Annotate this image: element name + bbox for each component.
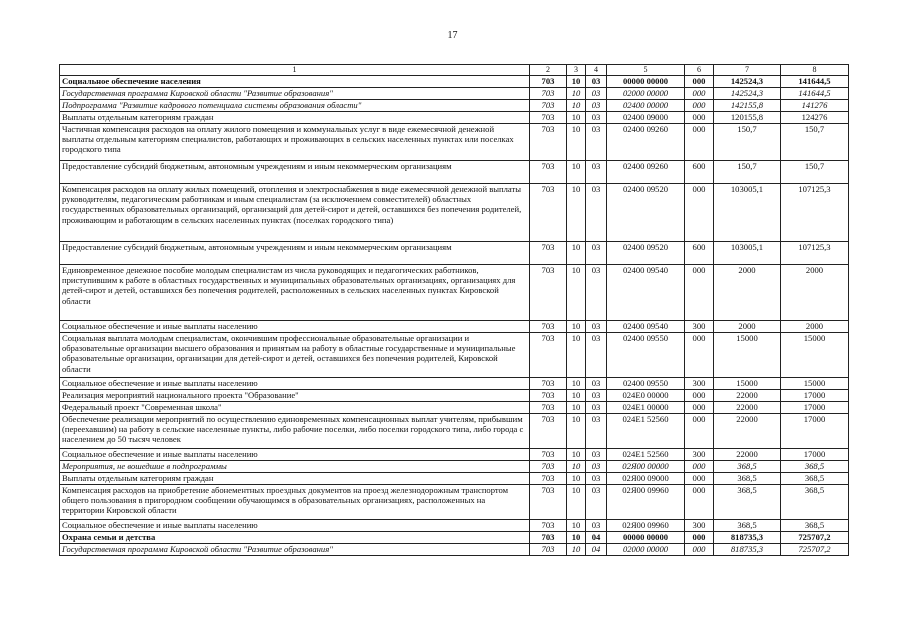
subsection-code-cell: 03 xyxy=(586,75,607,87)
ministry-code-cell: 703 xyxy=(530,377,567,389)
table-row xyxy=(60,413,849,448)
target-article-code-cell: 02400 09550 xyxy=(607,332,685,377)
section-code-cell: 10 xyxy=(567,484,586,519)
expense-type-code-cell: 000 xyxy=(685,460,714,472)
subsection-code-cell: 03 xyxy=(586,123,607,160)
target-article-code-cell: 02000 00000 xyxy=(607,87,685,99)
amount-year-1-cell: 368,5 xyxy=(714,472,781,484)
section-code-cell: 10 xyxy=(567,87,586,99)
column-header: 5 xyxy=(607,65,685,76)
table-row xyxy=(60,111,849,123)
subsection-code-cell: 03 xyxy=(586,377,607,389)
section-code-cell: 10 xyxy=(567,75,586,87)
expense-type-code-cell: 000 xyxy=(685,332,714,377)
ministry-code-cell: 703 xyxy=(530,183,567,241)
row-name-cell: Выплаты отдельным категориям граждан xyxy=(60,472,530,484)
section-code-cell: 10 xyxy=(567,519,586,531)
column-header: 4 xyxy=(586,65,607,76)
ministry-code-cell: 703 xyxy=(530,111,567,123)
column-header: 7 xyxy=(714,65,781,76)
subsection-code-cell: 03 xyxy=(586,389,607,401)
amount-year-1-cell: 142155,8 xyxy=(714,99,781,111)
row-name-cell: Социальное обеспечение и иные выплаты населению xyxy=(60,320,530,332)
section-code-cell: 10 xyxy=(567,531,586,543)
ministry-code-cell: 703 xyxy=(530,332,567,377)
ministry-code-cell: 703 xyxy=(530,531,567,543)
amount-year-2-cell: 141644,5 xyxy=(781,75,849,87)
ministry-code-cell: 703 xyxy=(530,87,567,99)
amount-year-1-cell: 15000 xyxy=(714,332,781,377)
expense-type-code-cell: 600 xyxy=(685,241,714,264)
ministry-code-cell: 703 xyxy=(530,320,567,332)
target-article-code-cell: 02Я00 00000 xyxy=(607,460,685,472)
section-code-cell: 10 xyxy=(567,111,586,123)
amount-year-1-cell: 22000 xyxy=(714,389,781,401)
subsection-code-cell: 03 xyxy=(586,448,607,460)
row-name-cell: Частичная компенсация расходов на оплату жилого помещения и коммунальных услуг в виде ежемесячной денежной выплаты отдельным категориям специалистов, работающих и проживающих в сельских населенных пунктах или поселках городского типа xyxy=(60,123,530,160)
table-row xyxy=(60,160,849,183)
target-article-code-cell: 02Я00 09960 xyxy=(607,519,685,531)
ministry-code-cell: 703 xyxy=(530,160,567,183)
target-article-code-cell: 02000 00000 xyxy=(607,543,685,555)
target-article-code-cell: 024E1 00000 xyxy=(607,401,685,413)
expense-type-code-cell: 000 xyxy=(685,99,714,111)
expense-type-code-cell: 600 xyxy=(685,160,714,183)
amount-year-1-cell: 103005,1 xyxy=(714,183,781,241)
ministry-code-cell: 703 xyxy=(530,99,567,111)
target-article-code-cell: 02400 09260 xyxy=(607,160,685,183)
ministry-code-cell: 703 xyxy=(530,123,567,160)
amount-year-1-cell: 818735,3 xyxy=(714,531,781,543)
expense-type-code-cell: 300 xyxy=(685,377,714,389)
expense-type-code-cell: 000 xyxy=(685,543,714,555)
row-name-cell: Социальное обеспечение населения xyxy=(60,75,530,87)
section-code-cell: 10 xyxy=(567,264,586,320)
ministry-code-cell: 703 xyxy=(530,484,567,519)
subsection-code-cell: 04 xyxy=(586,531,607,543)
amount-year-1-cell: 103005,1 xyxy=(714,241,781,264)
amount-year-1-cell: 15000 xyxy=(714,377,781,389)
subsection-code-cell: 03 xyxy=(586,519,607,531)
ministry-code-cell: 703 xyxy=(530,241,567,264)
subsection-code-cell: 03 xyxy=(586,401,607,413)
row-name-cell: Охрана семьи и детства xyxy=(60,531,530,543)
expense-type-code-cell: 000 xyxy=(685,111,714,123)
expense-type-code-cell: 000 xyxy=(685,183,714,241)
expense-type-code-cell: 000 xyxy=(685,484,714,519)
subsection-code-cell: 03 xyxy=(586,484,607,519)
column-header: 3 xyxy=(567,65,586,76)
row-name-cell: Государственная программа Кировской области "Развитие образования" xyxy=(60,543,530,555)
table-row xyxy=(60,543,849,555)
row-name-cell: Выплаты отдельным категориям граждан xyxy=(60,111,530,123)
subsection-code-cell: 03 xyxy=(586,332,607,377)
row-name-cell: Предоставление субсидий бюджетным, автономным учреждениям и иным некоммерческим организациям xyxy=(60,241,530,264)
table-row xyxy=(60,75,849,87)
target-article-code-cell: 02400 00000 xyxy=(607,99,685,111)
row-name-cell: Компенсация расходов на оплату жилых помещений, отопления и электроснабжения в виде ежемесячной денежной выплаты руководителям, педагогическим работникам и иным специалистам (за исключением совместителей) областных государственных образовательных организаций, организаций для детей-сирот и детей, оставшихся без попечения родителей, проживающим и работающим в сельских населенных пунктах (поселках городского типа) xyxy=(60,183,530,241)
amount-year-2-cell: 150,7 xyxy=(781,123,849,160)
amount-year-1-cell: 368,5 xyxy=(714,519,781,531)
subsection-code-cell: 03 xyxy=(586,472,607,484)
subsection-code-cell: 03 xyxy=(586,87,607,99)
amount-year-1-cell: 22000 xyxy=(714,413,781,448)
section-code-cell: 10 xyxy=(567,332,586,377)
subsection-code-cell: 03 xyxy=(586,160,607,183)
expense-type-code-cell: 000 xyxy=(685,264,714,320)
row-name-cell: Единовременное денежное пособие молодым специалистам из числа руководящих и педагогических работников, приступившим к работе в областных государственных и муниципальных образовательных организациях, организациях для детей-сирот и детей, оставшихся без попечения родителей, расположенных в сельских населенных пунктах Кировской области xyxy=(60,264,530,320)
table-row xyxy=(60,241,849,264)
target-article-code-cell: 02400 09550 xyxy=(607,377,685,389)
subsection-code-cell: 03 xyxy=(586,460,607,472)
section-code-cell: 10 xyxy=(567,448,586,460)
row-name-cell: Федеральный проект "Современная школа" xyxy=(60,401,530,413)
column-header: 8 xyxy=(781,65,849,76)
ministry-code-cell: 703 xyxy=(530,401,567,413)
column-header: 2 xyxy=(530,65,567,76)
expense-type-code-cell: 000 xyxy=(685,123,714,160)
target-article-code-cell: 02400 09540 xyxy=(607,264,685,320)
section-code-cell: 10 xyxy=(567,413,586,448)
page-number: 17 xyxy=(447,30,458,41)
amount-year-1-cell: 150,7 xyxy=(714,160,781,183)
expense-type-code-cell: 300 xyxy=(685,448,714,460)
row-name-cell: Подпрограмма "Развитие кадрового потенциала системы образования области" xyxy=(60,99,530,111)
expense-type-code-cell: 300 xyxy=(685,519,714,531)
amount-year-2-cell: 107125,3 xyxy=(781,241,849,264)
row-name-cell: Предоставление субсидий бюджетным, автономным учреждениям и иным некоммерческим организациям xyxy=(60,160,530,183)
table-row xyxy=(60,87,849,99)
target-article-code-cell: 02Я00 09960 xyxy=(607,484,685,519)
table-row xyxy=(60,484,849,519)
section-code-cell: 10 xyxy=(567,123,586,160)
expense-type-code-cell: 000 xyxy=(685,87,714,99)
table-row xyxy=(60,460,849,472)
section-code-cell: 10 xyxy=(567,320,586,332)
amount-year-2-cell: 2000 xyxy=(781,264,849,320)
amount-year-2-cell: 17000 xyxy=(781,401,849,413)
amount-year-2-cell: 15000 xyxy=(781,332,849,377)
target-article-code-cell: 02400 09260 xyxy=(607,123,685,160)
column-header: 6 xyxy=(685,65,714,76)
amount-year-1-cell: 22000 xyxy=(714,448,781,460)
amount-year-2-cell: 725707,2 xyxy=(781,543,849,555)
ministry-code-cell: 703 xyxy=(530,75,567,87)
section-code-cell: 10 xyxy=(567,389,586,401)
ministry-code-cell: 703 xyxy=(530,389,567,401)
section-code-cell: 10 xyxy=(567,241,586,264)
amount-year-2-cell: 368,5 xyxy=(781,460,849,472)
ministry-code-cell: 703 xyxy=(530,543,567,555)
table-row xyxy=(60,123,849,160)
section-code-cell: 10 xyxy=(567,183,586,241)
row-name-cell: Мероприятия, не вошедшие в подпрограммы xyxy=(60,460,530,472)
amount-year-1-cell: 368,5 xyxy=(714,484,781,519)
target-article-code-cell: 02400 09540 xyxy=(607,320,685,332)
amount-year-1-cell: 818735,3 xyxy=(714,543,781,555)
target-article-code-cell: 02Я00 09000 xyxy=(607,472,685,484)
row-name-cell: Государственная программа Кировской области "Развитие образования" xyxy=(60,87,530,99)
table-row xyxy=(60,401,849,413)
row-name-cell: Социальная выплата молодым специалистам, окончившим профессиональные образовательные организации и образовательные организации высшего образования и принятым на работу в областные государственные и муниципальные образовательные организации, организации для детей-сирот и детей, оставшихся без попечения родителей, Кировской области xyxy=(60,332,530,377)
row-name-cell: Социальное обеспечение и иные выплаты населению xyxy=(60,377,530,389)
expense-type-code-cell: 300 xyxy=(685,320,714,332)
section-code-cell: 10 xyxy=(567,472,586,484)
amount-year-1-cell: 142524,3 xyxy=(714,75,781,87)
amount-year-2-cell: 141644,5 xyxy=(781,87,849,99)
budget-table xyxy=(59,64,849,556)
expense-type-code-cell: 000 xyxy=(685,472,714,484)
subsection-code-cell: 03 xyxy=(586,264,607,320)
subsection-code-cell: 03 xyxy=(586,111,607,123)
ministry-code-cell: 703 xyxy=(530,519,567,531)
ministry-code-cell: 703 xyxy=(530,448,567,460)
target-article-code-cell: 02400 09000 xyxy=(607,111,685,123)
table-row xyxy=(60,332,849,377)
amount-year-1-cell: 150,7 xyxy=(714,123,781,160)
target-article-code-cell: 024E1 52560 xyxy=(607,448,685,460)
amount-year-2-cell: 368,5 xyxy=(781,484,849,519)
expense-type-code-cell: 000 xyxy=(685,401,714,413)
row-name-cell: Обеспечение реализации мероприятий по осуществлению единовременных компенсационных выплат учителям, прибывшим (переехавшим) на работу в сельские населенные пункты, либо рабочие поселки, либо поселки городского типа, либо города с населением до 50 тысяч человек xyxy=(60,413,530,448)
table-row xyxy=(60,389,849,401)
amount-year-2-cell: 368,5 xyxy=(781,472,849,484)
section-code-cell: 10 xyxy=(567,160,586,183)
target-article-code-cell: 02400 09520 xyxy=(607,183,685,241)
ministry-code-cell: 703 xyxy=(530,264,567,320)
section-code-cell: 10 xyxy=(567,401,586,413)
subsection-code-cell: 03 xyxy=(586,99,607,111)
section-code-cell: 10 xyxy=(567,543,586,555)
amount-year-2-cell: 15000 xyxy=(781,377,849,389)
column-header: 1 xyxy=(60,65,530,76)
amount-year-1-cell: 2000 xyxy=(714,264,781,320)
amount-year-2-cell: 107125,3 xyxy=(781,183,849,241)
amount-year-1-cell: 2000 xyxy=(714,320,781,332)
table-row xyxy=(60,448,849,460)
target-article-code-cell: 024E0 00000 xyxy=(607,389,685,401)
expense-type-code-cell: 000 xyxy=(685,75,714,87)
row-name-cell: Реализация мероприятий национального проекта "Образование" xyxy=(60,389,530,401)
amount-year-2-cell: 150,7 xyxy=(781,160,849,183)
ministry-code-cell: 703 xyxy=(530,460,567,472)
subsection-code-cell: 03 xyxy=(586,320,607,332)
table-row xyxy=(60,519,849,531)
expense-type-code-cell: 000 xyxy=(685,531,714,543)
target-article-code-cell: 024E1 52560 xyxy=(607,413,685,448)
column-number-row xyxy=(60,65,849,76)
expense-type-code-cell: 000 xyxy=(685,389,714,401)
table-row xyxy=(60,264,849,320)
amount-year-2-cell: 17000 xyxy=(781,413,849,448)
table-row xyxy=(60,472,849,484)
amount-year-2-cell: 124276 xyxy=(781,111,849,123)
target-article-code-cell: 02400 09520 xyxy=(607,241,685,264)
subsection-code-cell: 03 xyxy=(586,413,607,448)
section-code-cell: 10 xyxy=(567,377,586,389)
subsection-code-cell: 04 xyxy=(586,543,607,555)
amount-year-2-cell: 725707,2 xyxy=(781,531,849,543)
ministry-code-cell: 703 xyxy=(530,472,567,484)
expense-type-code-cell: 000 xyxy=(685,413,714,448)
table-row xyxy=(60,531,849,543)
table-row xyxy=(60,377,849,389)
ministry-code-cell: 703 xyxy=(530,413,567,448)
table-row xyxy=(60,320,849,332)
amount-year-2-cell: 17000 xyxy=(781,389,849,401)
section-code-cell: 10 xyxy=(567,99,586,111)
subsection-code-cell: 03 xyxy=(586,183,607,241)
amount-year-1-cell: 368,5 xyxy=(714,460,781,472)
amount-year-2-cell: 17000 xyxy=(781,448,849,460)
table-row xyxy=(60,99,849,111)
target-article-code-cell: 00000 00000 xyxy=(607,75,685,87)
row-name-cell: Компенсация расходов на приобретение абонементных проездных документов на проезд железнодорожным транспортом общего пользования в пригородном сообщении обучающимся в образовательных организациях, расположенных на территории Кировской области xyxy=(60,484,530,519)
section-code-cell: 10 xyxy=(567,460,586,472)
target-article-code-cell: 00000 00000 xyxy=(607,531,685,543)
amount-year-2-cell: 2000 xyxy=(781,320,849,332)
table-row xyxy=(60,183,849,241)
subsection-code-cell: 03 xyxy=(586,241,607,264)
amount-year-1-cell: 142524,3 xyxy=(714,87,781,99)
amount-year-1-cell: 22000 xyxy=(714,401,781,413)
amount-year-2-cell: 141276 xyxy=(781,99,849,111)
amount-year-1-cell: 120155,8 xyxy=(714,111,781,123)
row-name-cell: Социальное обеспечение и иные выплаты населению xyxy=(60,448,530,460)
amount-year-2-cell: 368,5 xyxy=(781,519,849,531)
row-name-cell: Социальное обеспечение и иные выплаты населению xyxy=(60,519,530,531)
